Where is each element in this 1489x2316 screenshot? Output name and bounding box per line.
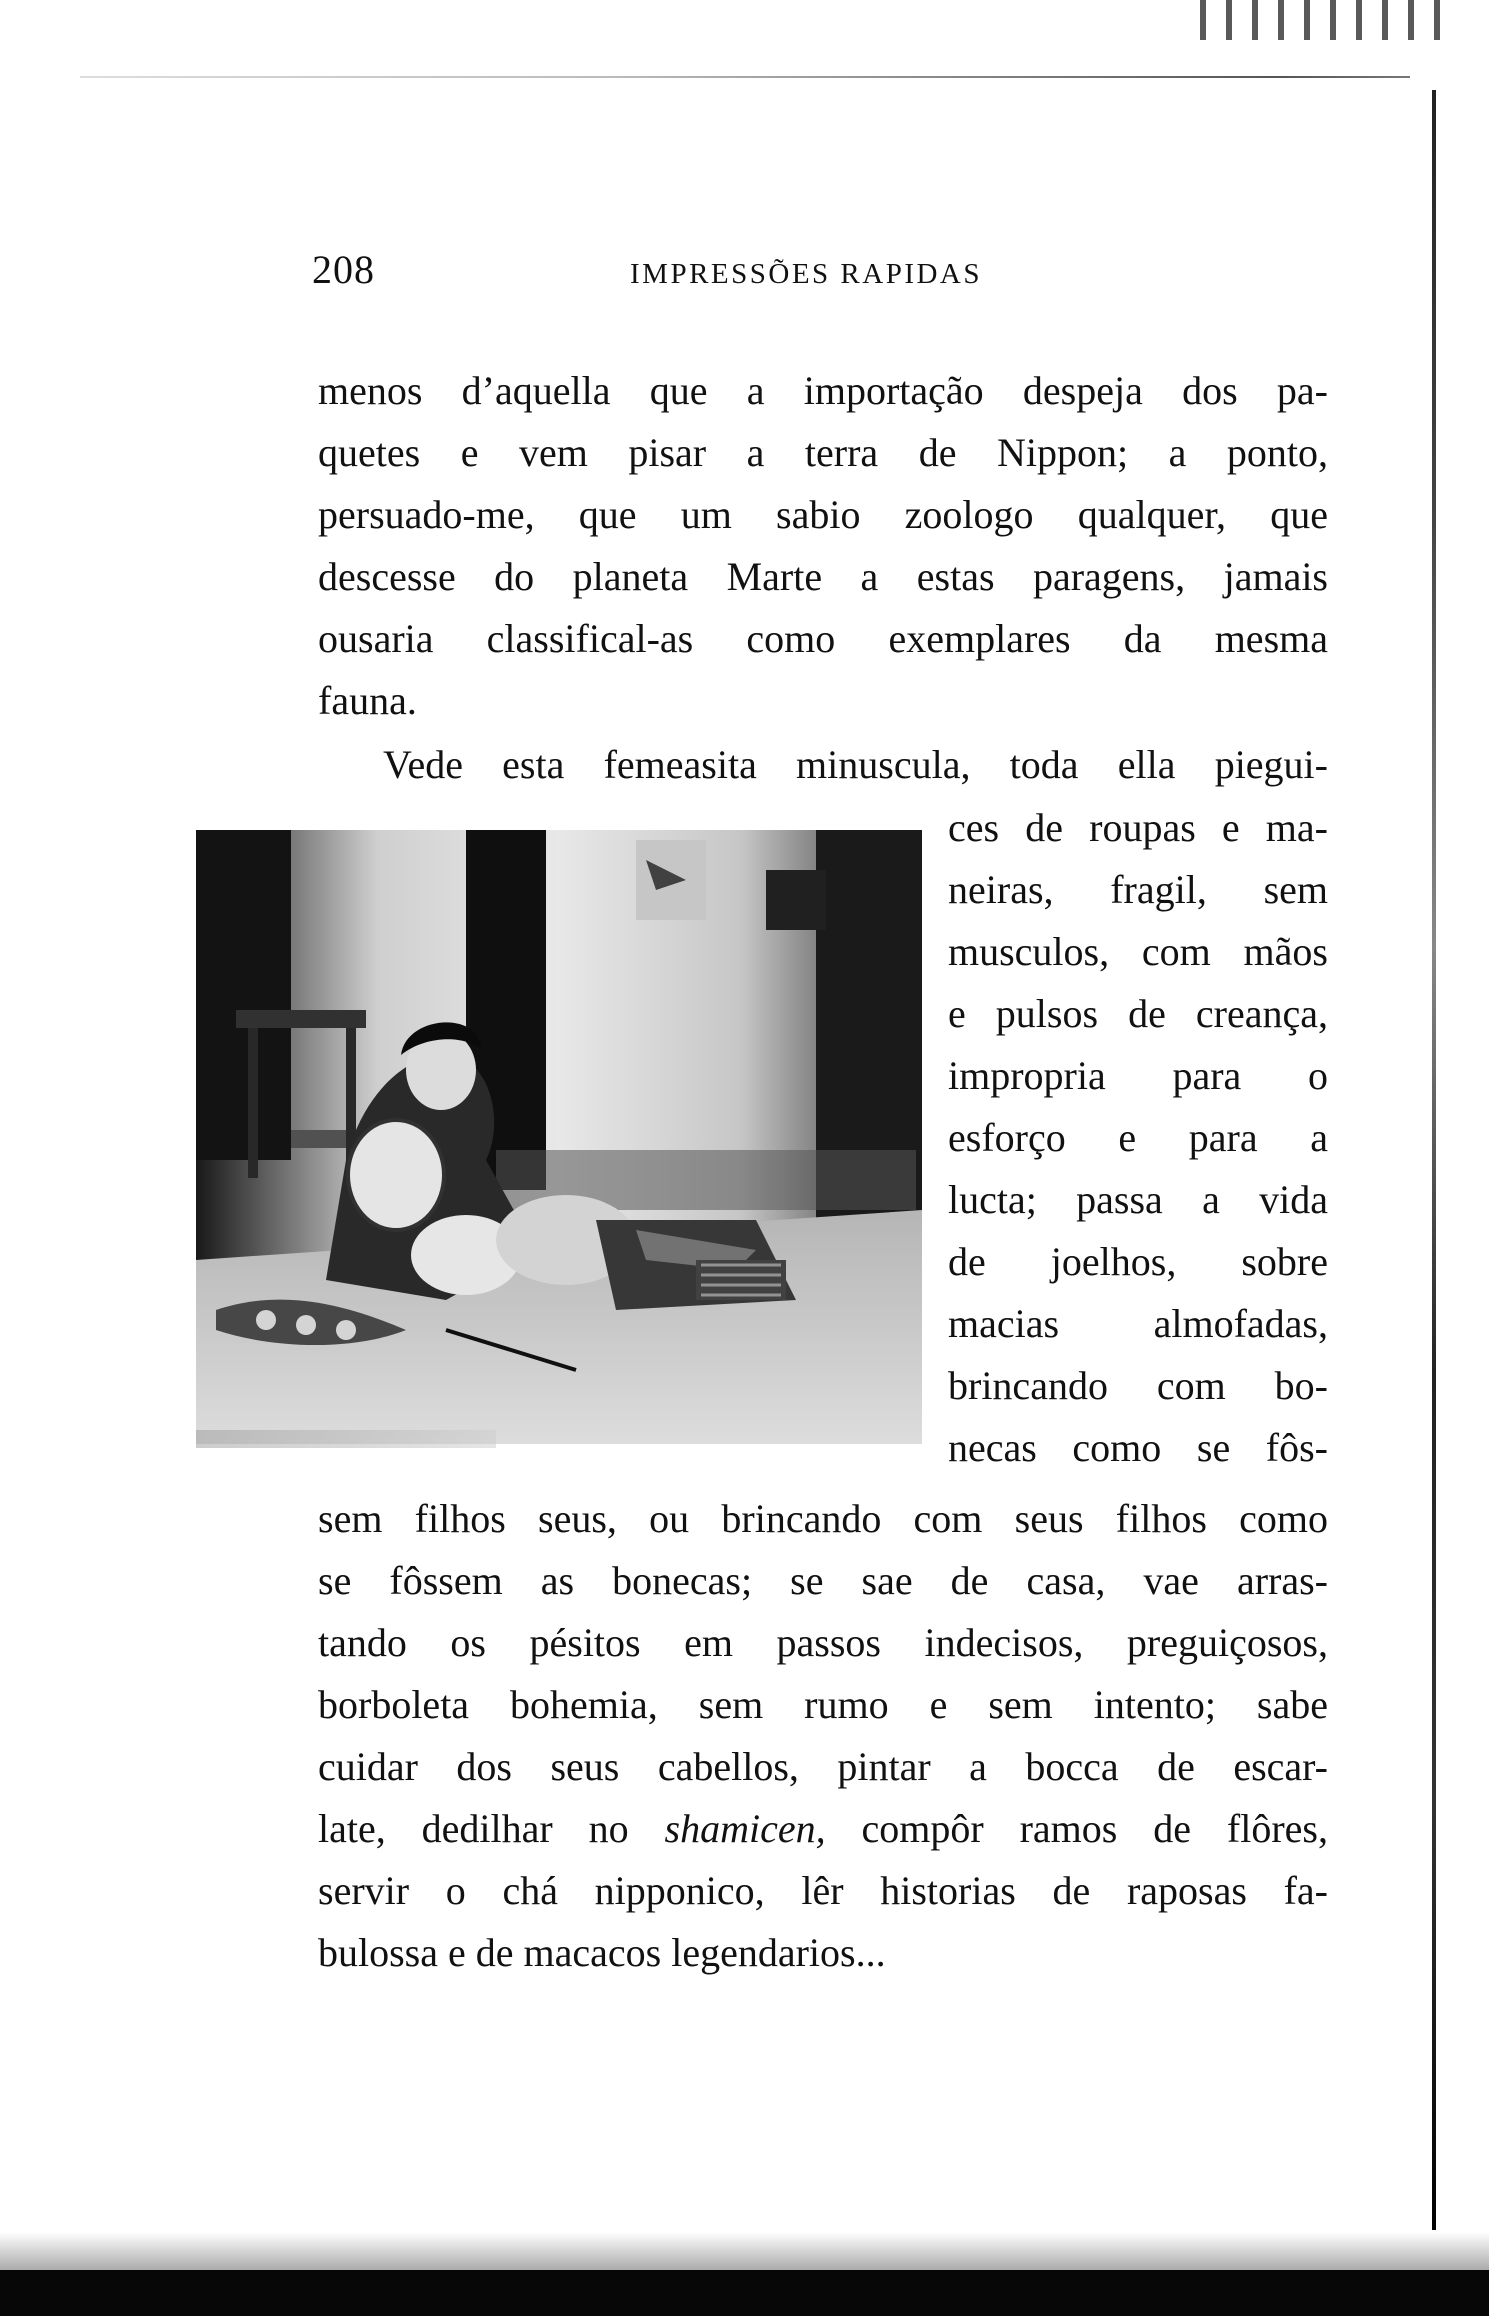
text-line: Vede esta femeasita minuscula, toda ella piegui- [383, 742, 1328, 787]
text-line: fauna. [318, 678, 417, 723]
scan-bottom-edge [0, 2270, 1489, 2316]
text-line: menos d’aquella que a importação despeja dos pa- [318, 368, 1328, 413]
text-line: sem filhos seus, ou brincando com seus filhos como [318, 1496, 1328, 1541]
scan-top-rule [80, 76, 1410, 78]
text-line: de joelhos, sobre [948, 1239, 1328, 1284]
text-line: neiras, fragil, sem [948, 867, 1328, 912]
text-line: borboleta bohemia, sem rumo e sem intento; sabe [318, 1682, 1328, 1727]
text-line: tando os pésitos em passos indecisos, preguiçosos, [318, 1620, 1328, 1665]
text-segment: late, dedilhar no [318, 1806, 629, 1851]
text-line: descesse do planeta Marte a estas paragens, jamais [318, 554, 1328, 599]
text-line: cuidar dos seus cabellos, pintar a bocca de escar- [318, 1744, 1328, 1789]
running-title: IMPRESSÕES RAPIDAS [630, 258, 983, 290]
scan-bottom-shadow [0, 2232, 1489, 2272]
text-line: quetes e vem pisar a terra de Nippon; a ponto, [318, 430, 1328, 475]
text-line: servir o chá nipponico, lêr historias de raposas fa- [318, 1868, 1328, 1913]
scan-right-edge [1432, 90, 1436, 2230]
photo-lower-edge-artifact [196, 1430, 496, 1448]
text-segment: compôr ramos de flôres, [861, 1806, 1328, 1851]
photograph-woman-with-child [196, 830, 922, 1444]
text-line: impropria para o [948, 1053, 1328, 1098]
text-line: ces de roupas e ma- [948, 805, 1328, 850]
text-line: musculos, com mãos [948, 929, 1328, 974]
italic-word: shamicen, [664, 1806, 826, 1851]
text-line: e pulsos de creança, [948, 991, 1328, 1036]
page-number: 208 [312, 247, 375, 292]
text-line: bulossa e de macacos legendarios... [318, 1930, 886, 1975]
text-line: brincando com bo- [948, 1363, 1328, 1408]
text-line: ousaria classifical-as como exemplares da mesma [318, 616, 1328, 661]
text-line [318, 1798, 1328, 1860]
text-line: esforço e para a [948, 1115, 1328, 1160]
text-line: lucta; passa a vida [948, 1177, 1328, 1222]
text-line: macias almofadas, [948, 1301, 1328, 1346]
scan-edge-marks [1200, 0, 1440, 40]
text-line: necas como se fôs- [948, 1425, 1328, 1470]
text-line: persuado-me, que um sabio zoologo qualquer, que [318, 492, 1328, 537]
text-line: se fôssem as bonecas; se sae de casa, vae arras- [318, 1558, 1328, 1603]
